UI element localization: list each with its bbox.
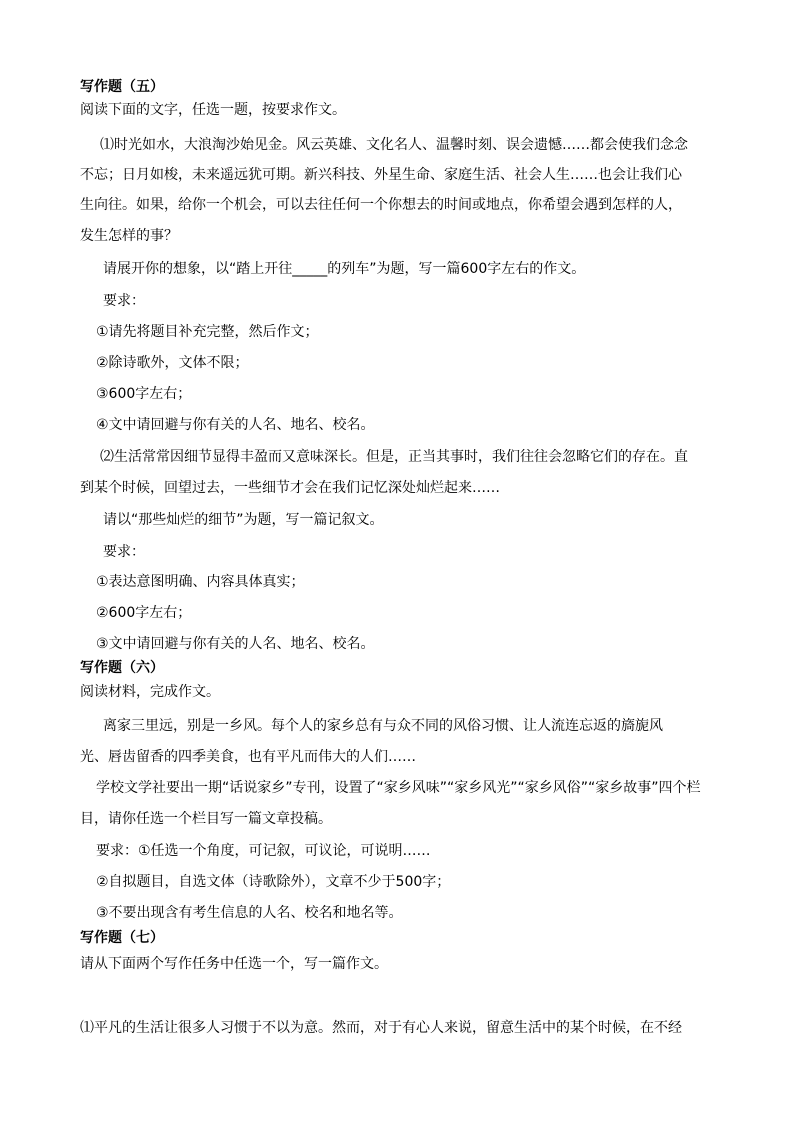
section-5-line: 要求： xyxy=(103,544,145,560)
section-5-line: ④文中请回避与你有关的人名、地名、校名。 xyxy=(96,417,375,433)
section-5-line: ②除诗歌外，文体不限； xyxy=(96,355,249,371)
section-5-line: ②600字左右； xyxy=(96,605,192,621)
section-6-line: 目，请你任选一个栏目写一篇文章投稿。 xyxy=(80,811,332,827)
section-6-line: 离家三里远，别是一乡风。每个人的家乡总有与众不同的风俗习惯、让人流连忘返的旖旎风 xyxy=(103,718,663,734)
section-5-line: 不忘；日月如梭，未来遥远犹可期。新兴科技、外星生命、家庭生活、社会人生……也会让我们心 xyxy=(80,167,682,183)
section-7-instruction: 请从下面两个写作任务中任选一个，写一篇作文。 xyxy=(80,956,388,972)
section-6-line: 光、唇齿留香的四季美食，也有平凡而伟大的人们…… xyxy=(80,749,416,765)
section-5-line: 请以“那些灿烂的细节”为题，写一篇记叙文。 xyxy=(103,512,384,528)
section-6-heading: 写作题（六） xyxy=(80,660,164,676)
section-5-instruction: 阅读下面的文字，任选一题，按要求作文。 xyxy=(80,102,346,118)
section-5-line: 请展开你的想象，以“踏上开往_____的列车”为题，写一篇600字左右的作文。 xyxy=(103,261,586,277)
section-5-line: 要求： xyxy=(103,293,145,309)
section-5-line: ①表达意图明确、内容具体真实； xyxy=(96,574,305,590)
section-6-line: 要求：①任选一个角度，可记叙，可议论，可说明…… xyxy=(96,843,431,859)
section-5-line: ③600字左右； xyxy=(96,386,192,402)
section-5-line: ⑵生活常常因细节显得丰盈而又意味深长。但是，正当其事时，我们往往会忽略它们的存在。直 xyxy=(100,449,688,465)
section-5-line: ①请先将题目补充完整，然后作文； xyxy=(96,324,319,340)
section-5-heading: 写作题（五） xyxy=(80,79,164,95)
section-7-heading: 写作题（七） xyxy=(80,930,164,946)
section-5-line: 到某个时候，回望过去，一些细节才会在我们记忆深处灿烂起来…… xyxy=(80,480,500,496)
section-6-line: ③不要出现含有考生信息的人名、校名和地名等。 xyxy=(96,905,403,921)
section-6-line: 学校文学社要出一期“话说家乡”专刊，设置了“家乡风味”“家乡风光”“家乡风俗”“家乡故事”四个栏 xyxy=(96,780,701,796)
section-5-line: ⑴时光如水，大浪淘沙始见金。风云英雄、文化名人、温馨时刻、误会遗憾……都会使我们念念 xyxy=(100,137,688,153)
section-6-instruction: 阅读材料，完成作文。 xyxy=(80,684,220,700)
section-6-line: ②自拟题目，自选文体（诗歌除外），文章不少于500字； xyxy=(96,874,451,890)
section-5-line: ③文中请回避与你有关的人名、地名、校名。 xyxy=(96,636,375,652)
section-5-line: 发生怎样的事？ xyxy=(80,228,178,244)
section-5-line: 生向往。如果，给你一个机会，可以去往任何一个你想去的时间或地点，你希望会遇到怎样的人， xyxy=(80,197,682,213)
section-7-line: ⑴平凡的生活让很多人习惯于不以为意。然而，对于有心人来说，留意生活中的某个时候，在不经 xyxy=(80,1020,682,1036)
